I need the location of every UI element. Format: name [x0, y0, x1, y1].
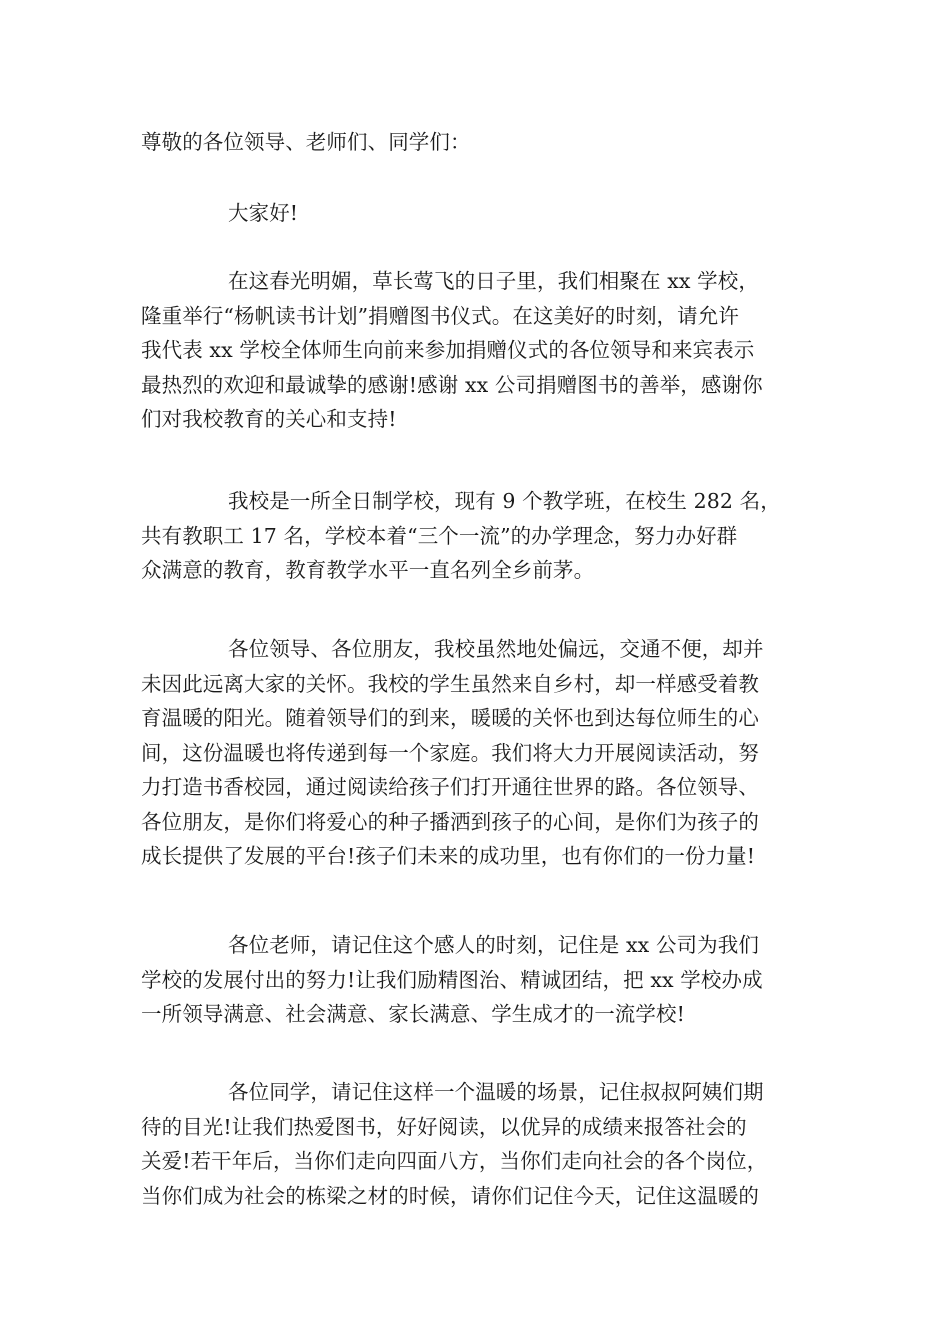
paragraph-line: 我代表 xx 学校全体师生向前来参加捐赠仪式的各位领导和来宾表示 [141, 338, 755, 362]
paragraph-line: 各位老师，请记住这个感人的时刻，记住是 xx 公司为我们 [228, 933, 759, 957]
paragraph-line: 当你们成为社会的栋梁之材的时候，请你们记住今天，记住这温暖的 [141, 1183, 759, 1208]
paragraph-line: 我校是一所全日制学校，现有 9 个教学班，在校生 282 名， [228, 489, 781, 513]
paragraph-line: 各位同学，请记住这样一个温暖的场景，记住叔叔阿姨们期 [228, 1080, 764, 1104]
paragraph-line: 各位领导、各位朋友，我校虽然地处偏远，交通不便，却并 [228, 637, 764, 661]
paragraph-line: 各位朋友，是你们将爱心的种子播洒到孩子的心间，是你们为孩子的 [141, 809, 759, 834]
paragraph-line: 在这春光明媚，草长莺飞的日子里，我们相聚在 xx 学校， [228, 269, 759, 293]
paragraph-5 [141, 1075, 821, 1213]
paragraph-line: 隆重举行“杨帆读书计划”捐赠图书仪式。在这美好的时刻，请允许 [141, 303, 739, 328]
paragraph-line: 们对我校教育的关心和支持! [141, 407, 397, 431]
paragraph-line: 未因此远离大家的关怀。我校的学生虽然来自乡村，却一样感受着教 [141, 671, 759, 696]
paragraph-line: 共有教职工 17 名，学校本着“三个一流”的办学理念，努力办好群 [141, 523, 738, 548]
paragraph-4 [141, 928, 821, 1032]
greeting [141, 196, 821, 231]
paragraph-2 [141, 484, 821, 588]
greeting-line: 大家好! [228, 201, 299, 225]
paragraph-1 [141, 264, 821, 437]
salutation [141, 125, 821, 160]
paragraph-line: 成长提供了发展的平台!孩子们未来的成功里，也有你们的一份力量! [141, 844, 756, 868]
paragraph-line: 间，这份温暖也将传递到每一个家庭。我们将大力开展阅读活动，努 [141, 740, 759, 765]
paragraph-line: 育温暖的阳光。随着领导们的到来，暖暖的关怀也到达每位师生的心 [141, 706, 759, 730]
paragraph-3 [141, 632, 821, 874]
paragraph-line: 关爱!若干年后，当你们走向四面八方，当你们走向社会的各个岗位， [141, 1149, 768, 1173]
salutation-line: 尊敬的各位领导、老师们、同学们： [141, 130, 471, 154]
paragraph-line: 力打造书香校园，通过阅读给孩子们打开通往世界的路。各位领导、 [141, 775, 759, 799]
paragraph-line: 最热烈的欢迎和最诚挚的感谢!感谢 xx 公司捐赠图书的善举，感谢你 [141, 372, 763, 397]
paragraph-line: 一所领导满意、社会满意、家长满意、学生成才的一流学校! [141, 1002, 685, 1026]
paragraph-line: 学校的发展付出的努力!让我们励精图治、精诚团结，把 xx 学校办成 [141, 967, 763, 992]
paragraph-line: 众满意的教育，教育教学水平一直名列全乡前茅。 [141, 558, 595, 582]
paragraph-line: 待的目光!让我们热爱图书，好好阅读，以优异的成绩来报答社会的 [141, 1114, 747, 1139]
